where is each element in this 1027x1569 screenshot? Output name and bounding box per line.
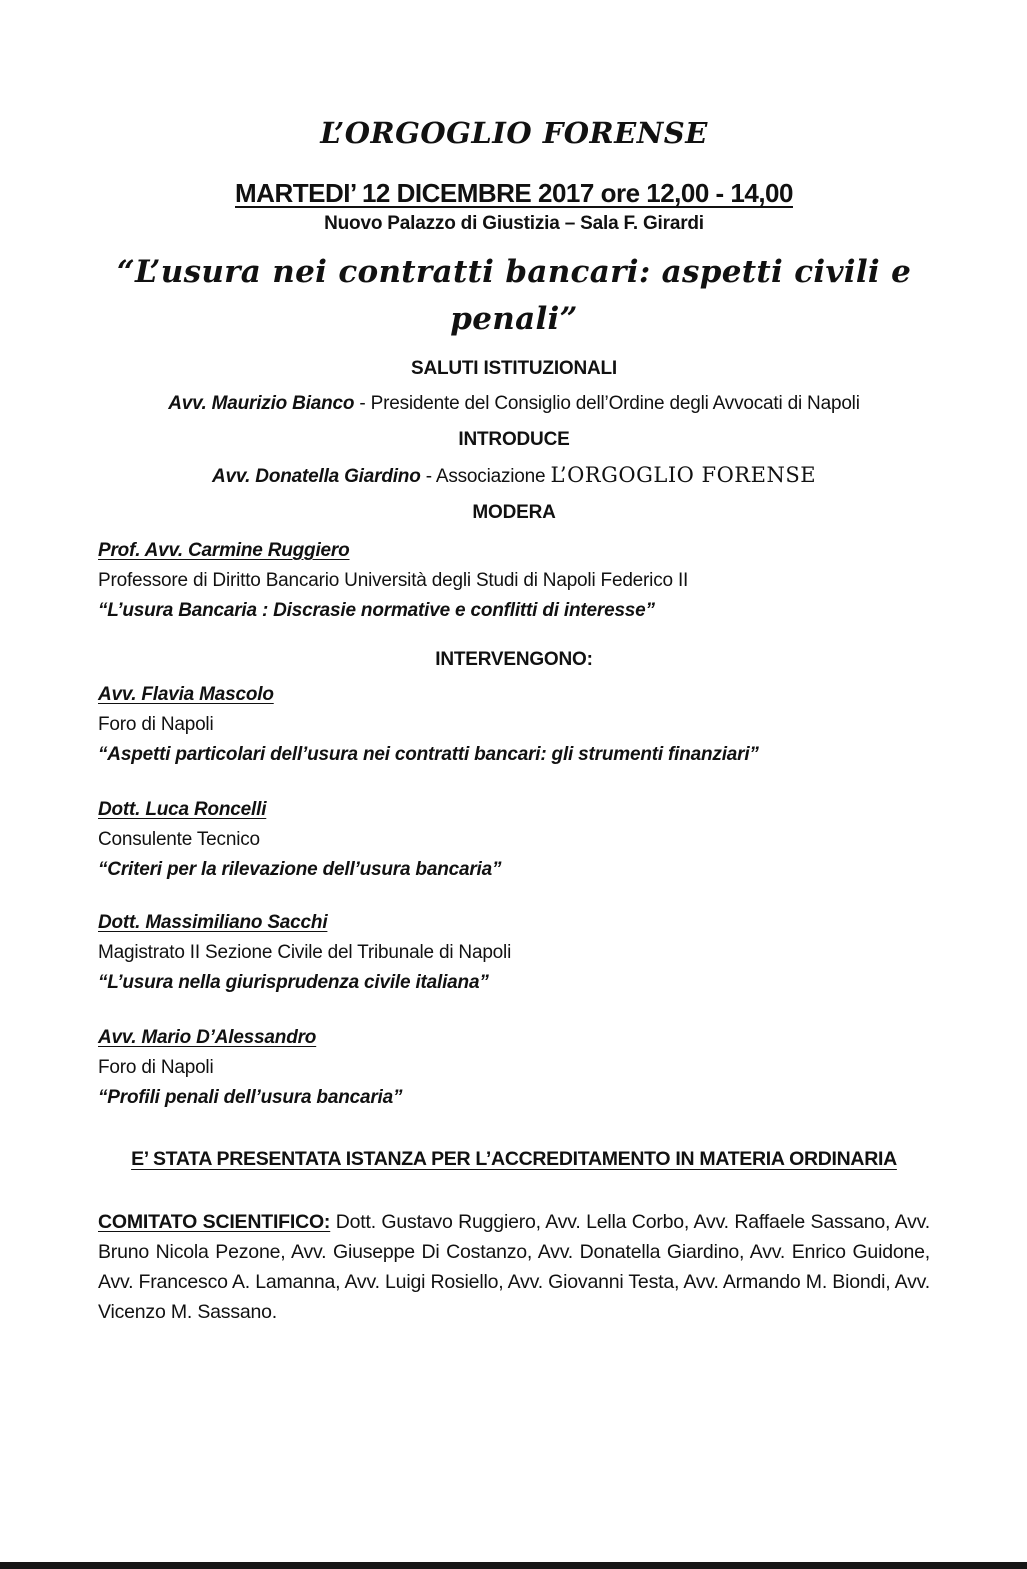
event-venue: Nuovo Palazzo di Giustizia – Sala F. Girardi <box>324 213 704 234</box>
introduce-speaker-role: - Associazione <box>420 466 551 487</box>
accreditation-text: E’ STATA PRESENTATA ISTANZA PER L’ACCREDITAMENTO IN MATERIA ORDINARIA <box>131 1148 897 1170</box>
introduce-speaker-name: Avv. Donatella Giardino <box>211 466 421 487</box>
saluti-speaker-name: Avv. Maurizio Bianco <box>168 393 355 414</box>
speaker-name: Avv. Mario D’Alessandro <box>98 1027 317 1048</box>
section-header-intervengono: INTERVENGONO: <box>435 649 593 670</box>
section-header-modera: MODERA <box>472 502 556 523</box>
event-title: “L’usura nei contratti bancari: aspetti civili e penali” <box>116 254 912 337</box>
speaker-talk-title: “Aspetti particolari dell’usura nei contratti bancari: gli strumenti finanziari” <box>98 744 759 765</box>
section-header-introduce: INTRODUCE <box>458 429 570 450</box>
speaker-role: Foro di Napoli <box>98 1057 214 1078</box>
scientific-committee-paragraph <box>98 1207 930 1327</box>
saluti-speaker-role: - Presidente del Consiglio dell’Ordine degli Avvocati di Napoli <box>354 393 860 414</box>
committee-members: Dott. Gustavo Ruggiero, Avv. Lella Corbo, Avv. Raffaele Sassano, Avv. Bruno Nicola Pezone, Avv. Giuseppe Di Costanzo, Avv. Donatella Giardino, Avv. Enrico Guidone, Avv. Francesco A. Lamanna, Avv. Luigi Rosiello, Avv. Giovanni Testa, Avv. Armando M. Biondi, Avv. Vicenzo M. Sassano. <box>98 1211 931 1323</box>
window-bottom-edge <box>0 1562 1027 1569</box>
saluti-speaker-line <box>98 393 930 415</box>
accreditation-notice <box>98 1148 930 1171</box>
moderator-role: Professore di Diritto Bancario Università degli Studi di Napoli Federico II <box>98 570 689 591</box>
introduce-organization-name: L’ORGOGLIO FORENSE <box>550 463 817 487</box>
speaker-role: Magistrato II Sezione Civile del Tribunale di Napoli <box>98 942 512 963</box>
speaker-block <box>98 680 930 770</box>
speaker-role: Consulente Tecnico <box>98 829 260 850</box>
speaker-name: Dott. Massimiliano Sacchi <box>98 912 328 933</box>
moderator-name: Prof. Avv. Carmine Ruggiero <box>98 540 350 561</box>
organization-title: L’ORGOGLIO FORENSE <box>320 116 708 150</box>
speaker-role: Foro di Napoli <box>98 714 214 735</box>
committee-label: COMITATO SCIENTIFICO: <box>98 1211 331 1233</box>
speaker-name: Dott. Luca Roncelli <box>98 799 267 820</box>
speaker-block <box>98 908 930 998</box>
moderator-block <box>98 536 930 626</box>
speaker-block <box>98 795 930 885</box>
document-page <box>0 116 1027 1569</box>
introduce-speaker-line <box>98 463 930 488</box>
event-date-text: MARTEDI’ 12 DICEMBRE 2017 ore 12,00 - 14,00 <box>235 178 793 208</box>
section-header-saluti: SALUTI ISTITUZIONALI <box>410 358 618 379</box>
speaker-name: Avv. Flavia Mascolo <box>98 684 274 705</box>
moderator-talk-title: “L’usura Bancaria : Discrasie normative e conflitti di interesse” <box>98 600 655 621</box>
speaker-talk-title: “Profili penali dell’usura bancaria” <box>98 1087 403 1108</box>
speaker-talk-title: “Criteri per la rilevazione dell’usura bancaria” <box>98 859 502 880</box>
speaker-block <box>98 1023 930 1113</box>
speaker-talk-title: “L’usura nella giurisprudenza civile italiana” <box>98 972 489 993</box>
event-date-line <box>98 178 930 209</box>
